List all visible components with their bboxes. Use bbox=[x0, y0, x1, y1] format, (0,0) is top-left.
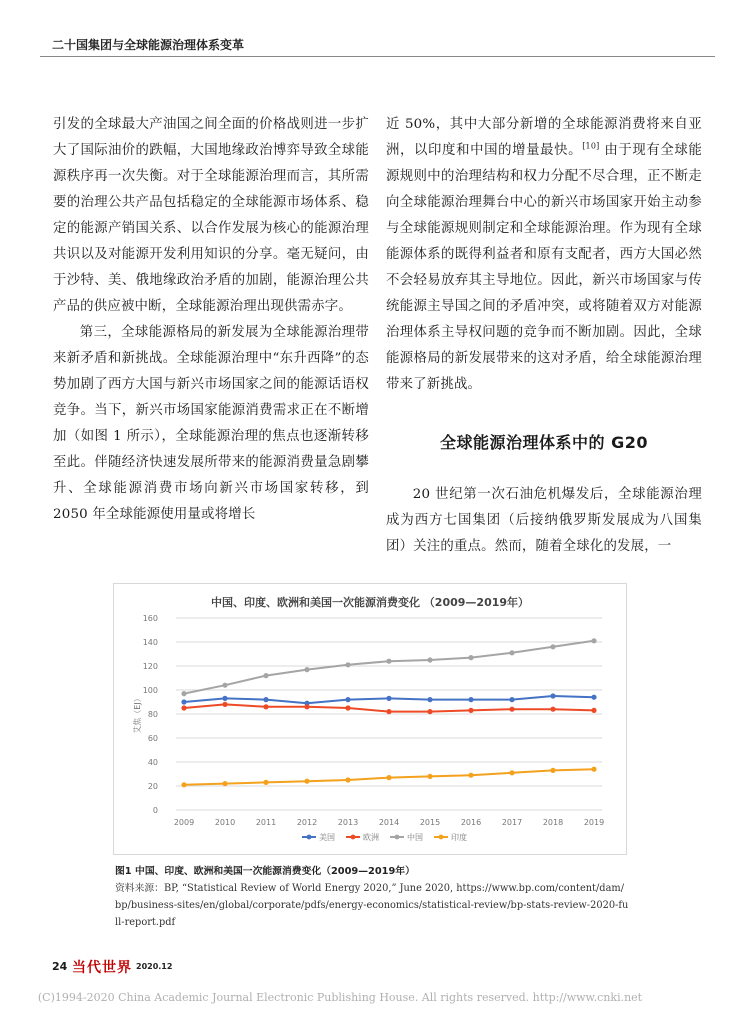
y-axis-label: 艾焦（EJ） bbox=[133, 694, 142, 734]
citation-reference[interactable]: [10] bbox=[582, 141, 600, 151]
data-point bbox=[345, 662, 350, 667]
data-point bbox=[427, 697, 432, 702]
data-point bbox=[427, 774, 432, 779]
y-tick-label: 100 bbox=[142, 686, 158, 695]
page-number: 24 bbox=[52, 960, 68, 973]
data-point bbox=[550, 707, 555, 712]
legend-label: 欧洲 bbox=[363, 833, 379, 842]
x-tick-label: 2015 bbox=[419, 818, 441, 827]
data-point bbox=[181, 699, 186, 704]
data-point bbox=[181, 782, 186, 787]
data-point bbox=[345, 777, 350, 782]
data-point bbox=[304, 779, 309, 784]
figure-source: 资料来源：BP, “Statistical Review of World Energy 2020,” June 2020, https://www.bp.com/content/dam/bp/business-sites/en/global/corporate/pdfs/energy-economics/statistical-review/bp-stats-review-2020-full-report.pdf bbox=[115, 883, 629, 928]
data-point bbox=[427, 709, 432, 714]
x-tick-label: 2016 bbox=[460, 818, 482, 827]
data-point bbox=[509, 650, 514, 655]
x-tick-label: 2012 bbox=[296, 818, 318, 827]
y-tick-label: 0 bbox=[152, 806, 158, 815]
x-tick-label: 2010 bbox=[214, 818, 236, 827]
data-point bbox=[181, 705, 186, 710]
data-point bbox=[222, 781, 227, 786]
left-column bbox=[53, 112, 369, 528]
data-point bbox=[550, 693, 555, 698]
data-point bbox=[468, 773, 473, 778]
data-point bbox=[181, 691, 186, 696]
running-head: 二十国集团与全球能源治理体系变革 bbox=[52, 38, 245, 52]
data-point bbox=[222, 683, 227, 688]
data-point bbox=[386, 659, 391, 664]
left-paragraph-1: 引发的全球最大产油国之间全面的价格战则进一步扩大了国际油价的跌幅，大国地缘政治博弈导致全球能源秩序再一次失衡。对于全球能源治理而言，其所需要的治理公共产品包括稳定的全球能源市场体系、稳定的能源产销国关系、以合作发展为核心的能源治理共识以及对能源开发利用知识的分享。毫无疑问，由于沙特、美、俄地缘政治矛盾的加剧，能源治理公共产品的供应被中断，全球能源治理出现供需赤字。 bbox=[53, 117, 369, 314]
data-point bbox=[345, 697, 350, 702]
legend-label: 美国 bbox=[319, 833, 335, 842]
x-tick-label: 2017 bbox=[501, 818, 523, 827]
data-point bbox=[263, 780, 268, 785]
y-tick-label: 80 bbox=[147, 710, 158, 719]
figure-caption: 图1 中国、印度、欧洲和美国一次能源消费变化（2009—2019年） bbox=[115, 866, 415, 877]
section-heading: 全球能源治理体系中的 G20 bbox=[440, 433, 648, 452]
data-point bbox=[222, 696, 227, 701]
right-paragraph-1 bbox=[386, 112, 702, 398]
data-point bbox=[427, 657, 432, 662]
issue-number: 2020.12 bbox=[136, 962, 173, 971]
data-point bbox=[345, 705, 350, 710]
data-point bbox=[509, 707, 514, 712]
x-tick-label: 2011 bbox=[255, 818, 277, 827]
right-paragraph-1-text-b: 由于现有全球能源规则中的治理结构和权力分配不尽合理，正不断走向全球能源治理舞台中心的新兴市场国家开始主动参与全球能源规则制定和全球能源治理。作为现有全球能源体系的既得利益者和原有支配者，西方大国必然不会轻易放弃其主导地位。因此，新兴市场国家与传统能源主导国之间的矛盾冲突，或将随着双方对能源治理体系主导权问题的竞争而不断加剧。因此，全球能源格局的新发展带来的这对矛盾，给全球能源治理带来了新挑战。 bbox=[386, 143, 702, 392]
y-tick-label: 140 bbox=[142, 638, 158, 647]
data-point bbox=[222, 702, 227, 707]
data-point bbox=[386, 775, 391, 780]
data-point bbox=[304, 704, 309, 709]
right-paragraph-1-text-a: 近 50%，其中大部分新增的全球能源消费将来自亚洲，以印度和中国的增量最快。 bbox=[386, 117, 702, 158]
magazine-logo: 当代世界 bbox=[72, 960, 132, 976]
y-tick-label: 60 bbox=[147, 734, 158, 743]
header-divider bbox=[40, 56, 715, 57]
y-tick-label: 40 bbox=[147, 758, 158, 767]
left-paragraph-2: 第三，全球能源格局的新发展为全球能源治理带来新矛盾和新挑战。全球能源治理中“东升西降”的态势加剧了西方大国与新兴市场国家之间的能源话语权竞争。当下，新兴市场国家能源消费需求正在不断增加（如图 1 所示），全球能源治理的焦点也逐渐转移至此。伴随经济快速发展所带来的能源消费量急剧攀升、全球能源消费市场向新兴市场国家转移，到 2050 年全球能源使用量或将增长 bbox=[53, 325, 369, 522]
data-point bbox=[263, 673, 268, 678]
data-point bbox=[386, 709, 391, 714]
data-point bbox=[591, 708, 596, 713]
legend-label: 印度 bbox=[451, 833, 467, 842]
y-tick-label: 20 bbox=[147, 782, 158, 791]
data-point bbox=[468, 697, 473, 702]
x-tick-label: 2019 bbox=[583, 818, 605, 827]
data-point bbox=[263, 704, 268, 709]
legend-marker bbox=[351, 835, 356, 840]
chart-title: 中国、印度、欧洲和美国一次能源消费变化 （2009—2019年） bbox=[210, 596, 530, 609]
x-tick-label: 2018 bbox=[542, 818, 564, 827]
copyright-notice: (C)1994-2020 China Academic Journal Electronic Publishing House. All rights reserved. http://www.cnki.net bbox=[37, 991, 643, 1004]
data-point bbox=[591, 638, 596, 643]
data-point bbox=[550, 768, 555, 773]
x-tick-label: 2013 bbox=[337, 818, 359, 827]
data-point bbox=[468, 655, 473, 660]
x-tick-label: 2009 bbox=[173, 818, 195, 827]
right-paragraph-2: 20 世纪第一次石油危机爆发后，全球能源治理成为西方七国集团（后接纳俄罗斯发展成为八国集团）关注的重点。然而，随着全球化的发展，一 bbox=[386, 487, 702, 554]
data-point bbox=[591, 695, 596, 700]
series-line-中国 bbox=[184, 641, 594, 694]
right-column bbox=[386, 112, 702, 560]
legend-marker bbox=[307, 835, 312, 840]
data-point bbox=[263, 697, 268, 702]
data-point bbox=[550, 644, 555, 649]
data-point bbox=[591, 767, 596, 772]
y-tick-label: 120 bbox=[142, 662, 158, 671]
x-tick-label: 2014 bbox=[378, 818, 400, 827]
legend-marker bbox=[395, 835, 400, 840]
line-chart bbox=[114, 584, 626, 854]
data-point bbox=[509, 697, 514, 702]
data-point bbox=[386, 696, 391, 701]
data-point bbox=[509, 770, 514, 775]
data-point bbox=[304, 667, 309, 672]
data-point bbox=[468, 708, 473, 713]
legend-label: 中国 bbox=[407, 833, 423, 842]
legend-marker bbox=[439, 835, 444, 840]
figure-chart bbox=[113, 583, 627, 855]
y-tick-label: 160 bbox=[142, 614, 158, 623]
